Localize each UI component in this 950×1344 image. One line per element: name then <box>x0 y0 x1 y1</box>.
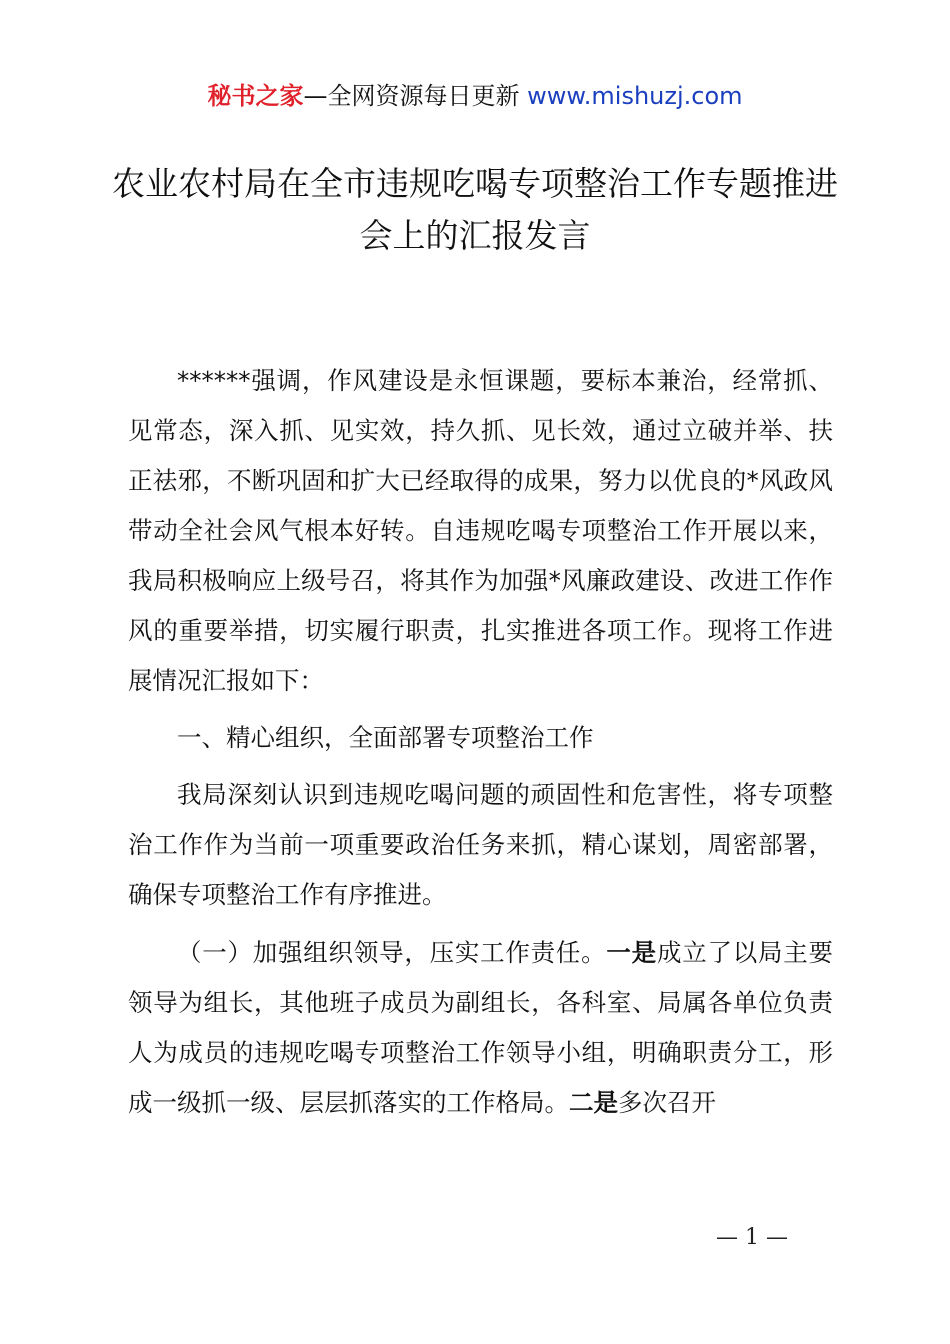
site-brand-name: 秘书之家 <box>207 82 304 110</box>
point-2-text: 多次召开 <box>618 1088 716 1117</box>
paragraph-subsection-1 <box>128 928 833 1128</box>
point-2-label: 二是 <box>569 1088 618 1117</box>
point-1-text: 成立了以局主要领导为组长，其他班子成员为副组长，各科室、局属各单位负责人为成员的违规吃喝专项整治工作领导小组，明确职责分工，形成一级抓一级、层层抓落实的工作格局。 <box>128 938 834 1117</box>
paragraph-intro: ******强调，作风建设是永恒课题，要标本兼治，经常抓、见常态，深入抓、见实效，持久抓、见长效，通过立破并举、扶正祛邪，不断巩固和扩大已经取得的成果，努力以优良的*风政风带动全社会风气根本好转。自违规吃喝专项整治工作开展以来，我局积极响应上级号召，将其作为加强*风廉政建设、改进工作作风的重要举措，切实履行职责，扎实推进各项工作。现将工作进展情况汇报如下： <box>128 366 833 695</box>
page-number: — 1 — <box>716 1225 788 1250</box>
site-url-link[interactable]: www.mishuzj.com <box>527 82 743 110</box>
paragraph-section-1: 我局深刻认识到违规吃喝问题的顽固性和危害性，将专项整治工作作为当前一项重要政治任务来抓，精心谋划，周密部署，确保专项整治工作有序推进。 <box>128 780 833 909</box>
site-slogan: —全网资源每日更新 <box>303 82 520 110</box>
subsection-lead: （一）加强组织领导，压实工作责任。 <box>177 938 607 967</box>
document-body <box>128 356 833 1128</box>
point-1-label: 一是 <box>606 938 657 967</box>
site-banner <box>0 76 950 116</box>
document-title: 农业农村局在全市违规吃喝专项整治工作专题推进会上的汇报发言 <box>112 164 838 255</box>
section-heading-1: 一、精心组织，全面部署专项整治工作 <box>177 723 594 752</box>
